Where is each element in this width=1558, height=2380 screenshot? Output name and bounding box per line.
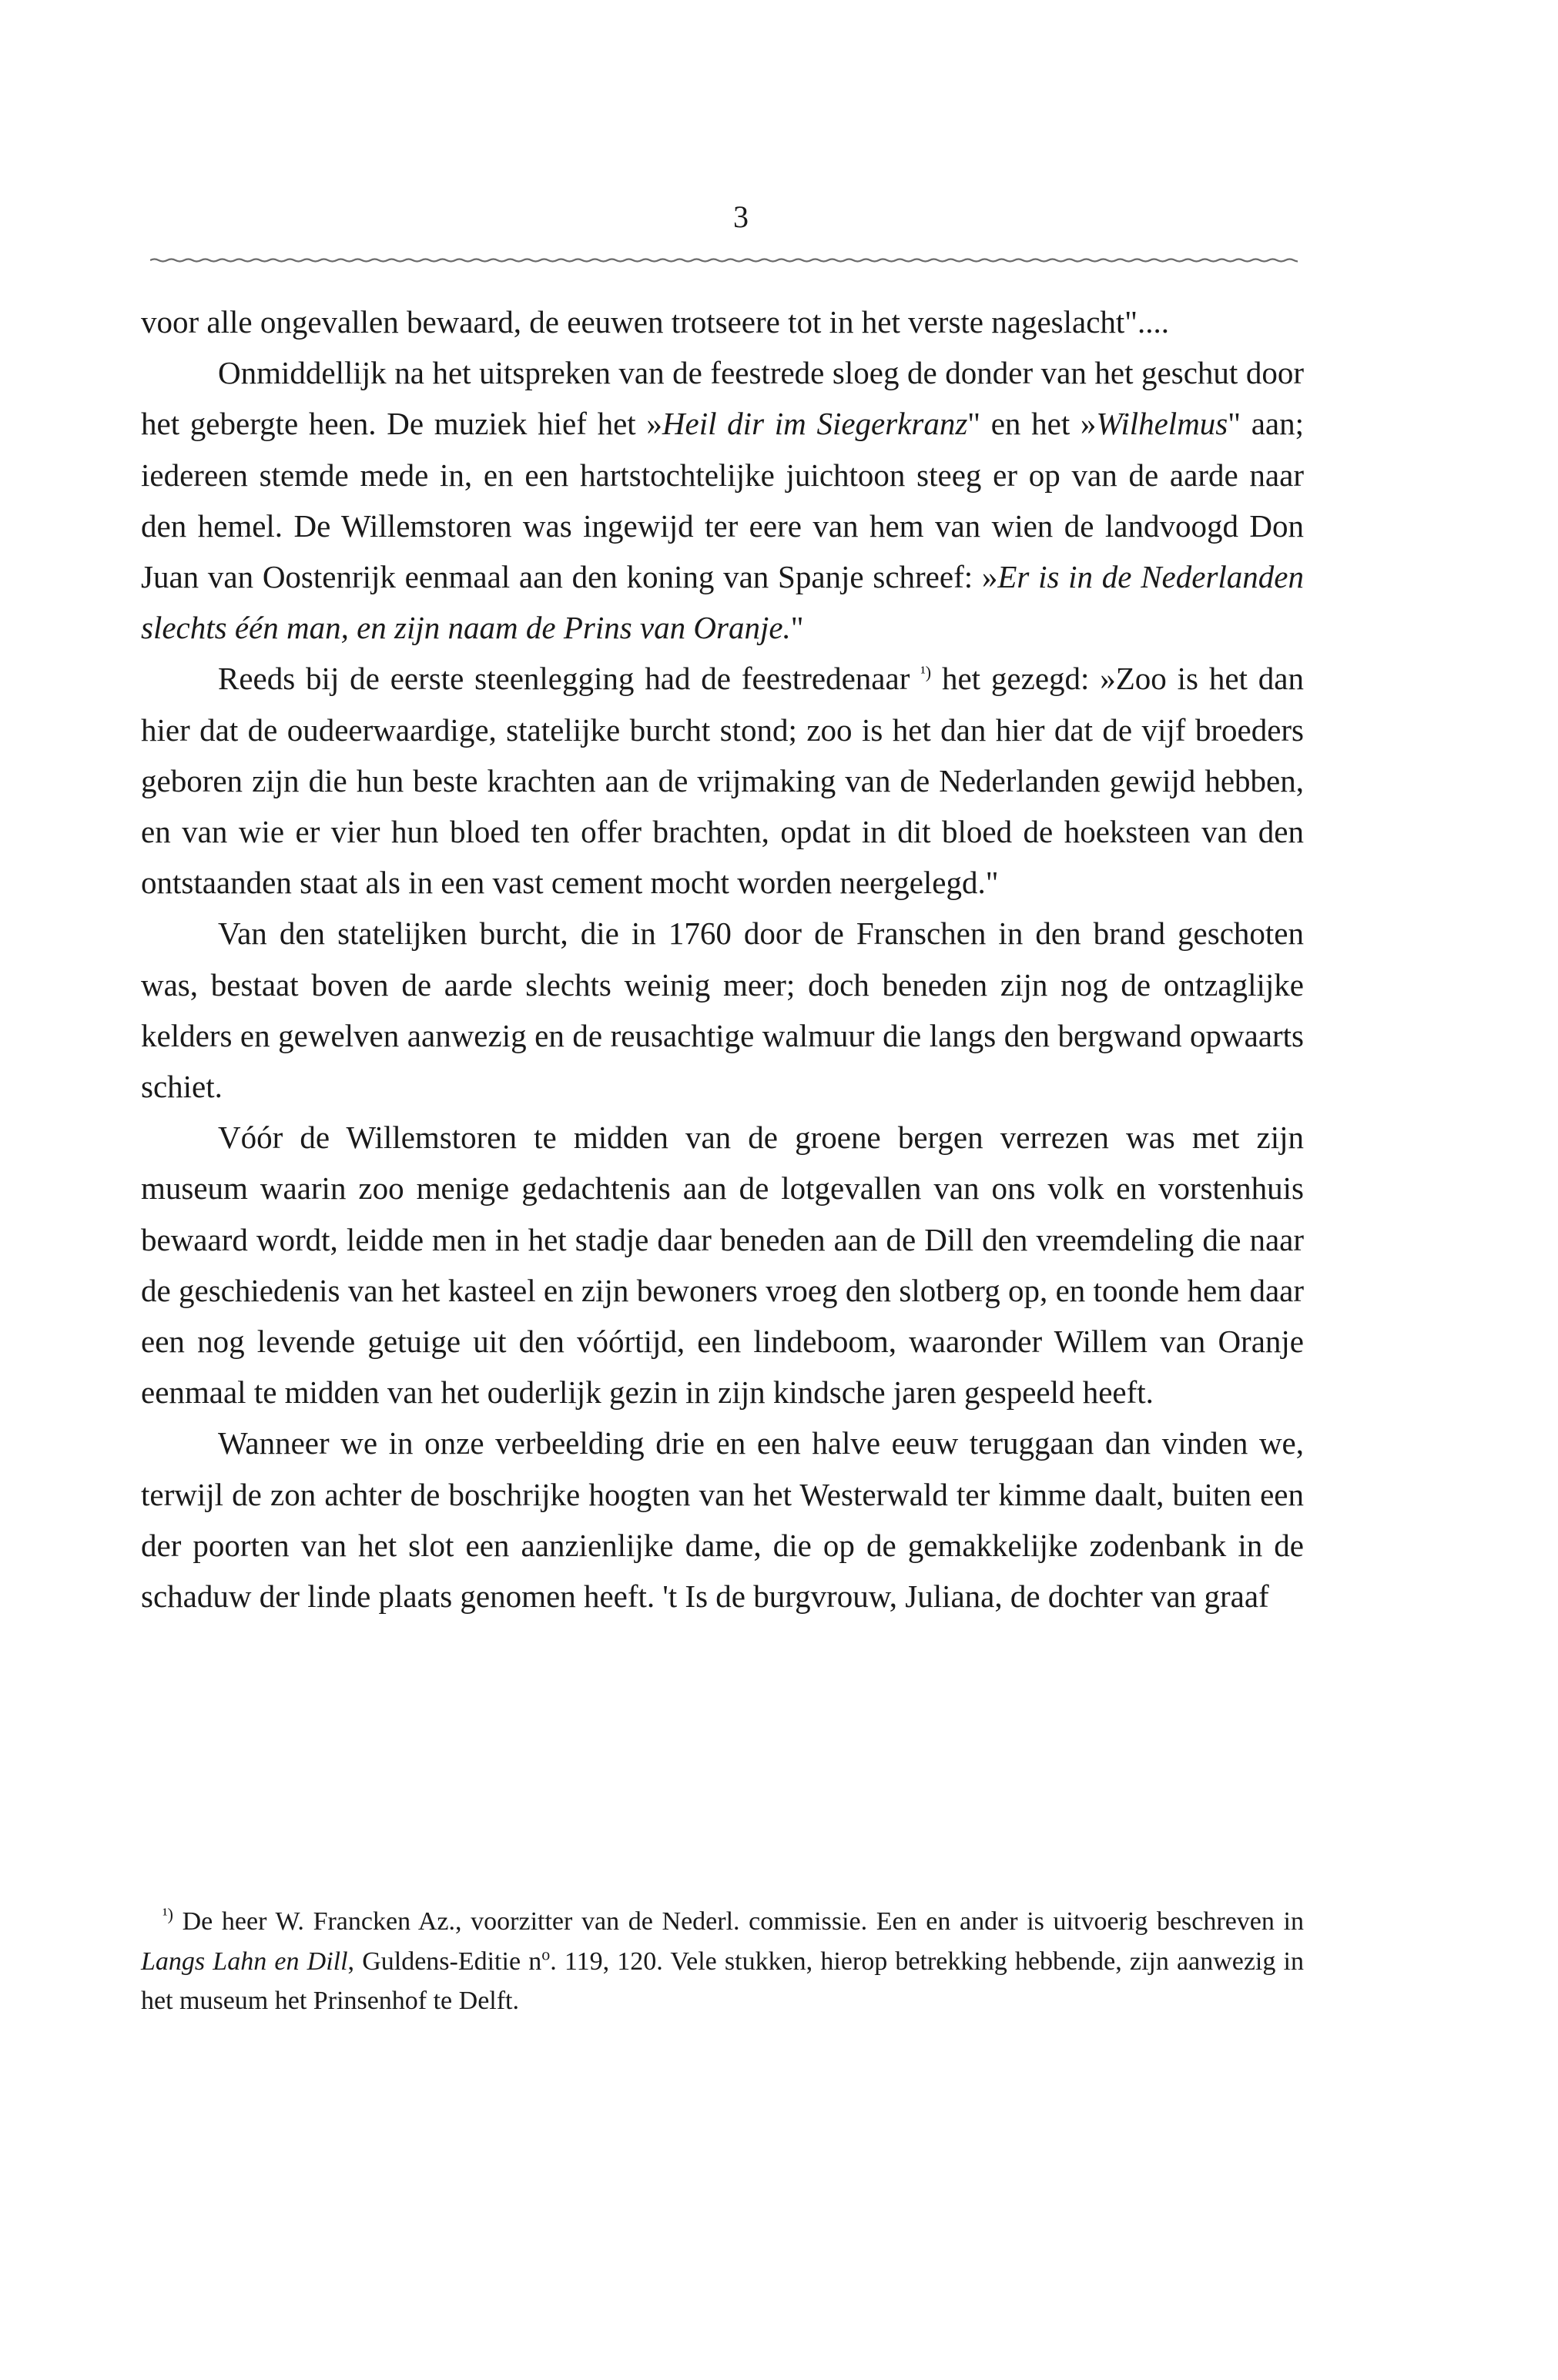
footnote-ref: ¹)	[163, 1904, 173, 1924]
footnotes	[141, 1902, 1304, 2021]
text-run: Vóór de Willemstoren te midden van de groene bergen verrezen was met zijn museum waarin zoo menige gedachtenis aan de lotgevallen van ons volk en vorstenhuis bewaard wordt, leidde men in het stadje daar beneden aan de Dill den vreemdeling die naar de geschiedenis van het kasteel en zijn bewoners vroeg den slotberg op, en toonde hem daar een nog levende getuige uit den vóórtijd, een lindeboom, waaronder Willem van Oranje eenmaal te midden van het ouderlijk gezin in zijn kindsche jaren gespeeld heeft.	[141, 1120, 1304, 1411]
wavy-rule	[150, 254, 1298, 266]
text-run: " aan; iedereen stemde mede in, en een hartstochtelijke juichtoon steeg er op van de aarde naar den hemel. De Willemstoren was ingewijd ter eere van hem van wien de landvoogd Don Juan van Oostenrijk eenmaal aan den koning van Spanje schreef: »	[141, 406, 1304, 595]
paragraph	[141, 347, 1304, 653]
text-run: Reeds bij de eerste steenlegging had de feestredenaar	[218, 661, 921, 697]
text-run: Onmiddellijk na het uitspreken van de feestrede sloeg de donder van het geschut door het gebergte heen. De muziek hief het »	[141, 355, 1304, 442]
paragraph	[141, 296, 1304, 347]
footnote-ref: ¹)	[920, 662, 932, 682]
italic-title: Wilhelmus	[1096, 406, 1228, 442]
superscript: o	[541, 1944, 551, 1964]
paragraph	[141, 908, 1304, 1112]
paragraph	[141, 653, 1304, 908]
text-run: De heer W. Francken Az., voorzitter van de Nederl. commissie. Een en ander is uitvoerig beschreven in	[173, 1907, 1304, 1936]
page-number: 3	[733, 199, 749, 234]
italic-title: Er is in de Nederlanden slechts één man, en zijn naam de Prins van Oranje.	[141, 559, 1304, 646]
paragraph	[141, 1418, 1304, 1622]
body-text	[141, 296, 1304, 1622]
text-run: " en het »	[967, 406, 1097, 442]
text-run: Wanneer we in onze verbeelding drie en een halve eeuw teruggaan dan vinden we, terwijl de zon achter de boschrijke hoogten van het Westerwald ter kimme daalt, buiten een der poorten van het slot een aanzienlijke dame, die op de gemakkelijke zodenbank in de schaduw der linde plaats genomen heeft. 't Is de burgvrouw, Juliana, de dochter van graaf	[141, 1425, 1304, 1615]
italic-title: Heil dir im Siegerkranz	[662, 406, 968, 442]
text-run: het gezegd: »Zoo is het dan hier dat de oudeerwaardige, statelijke burcht stond; zoo is het dan hier dat de vijf broeders geboren zijn die hun beste krachten aan de vrijmaking van de Nederlanden gewijd hebben, en van wie er vier hun bloed ten offer brachten, opdat in dit bloed de hoeksteen van den ontstaanden staat als in een vast cement mocht worden neergelegd."	[141, 661, 1304, 901]
footnote	[141, 1902, 1304, 2021]
paragraph	[141, 1112, 1304, 1418]
text-run: . 119, 120. Vele stukken, hierop betrekking hebbende, zijn aanwezig in het museum het Prinsenhof te Delft.	[141, 1947, 1304, 2015]
text-run: "	[790, 610, 804, 646]
text-run: voor alle ongevallen bewaard, de eeuwen trotseere tot in het verste nageslacht"....	[141, 304, 1170, 340]
text-run: Van den statelijken burcht, die in 1760 door de Franschen in den brand geschoten was, bestaat boven de aarde slechts weinig meer; doch beneden zijn nog de ontzaglijke kelders en gewelven aanwezig en de reusachtige walmuur die langs den bergwand opwaarts schiet.	[141, 916, 1304, 1105]
italic-title: Langs Lahn en Dill	[141, 1947, 348, 1976]
text-run: , Guldens-Editie n	[347, 1947, 542, 1976]
